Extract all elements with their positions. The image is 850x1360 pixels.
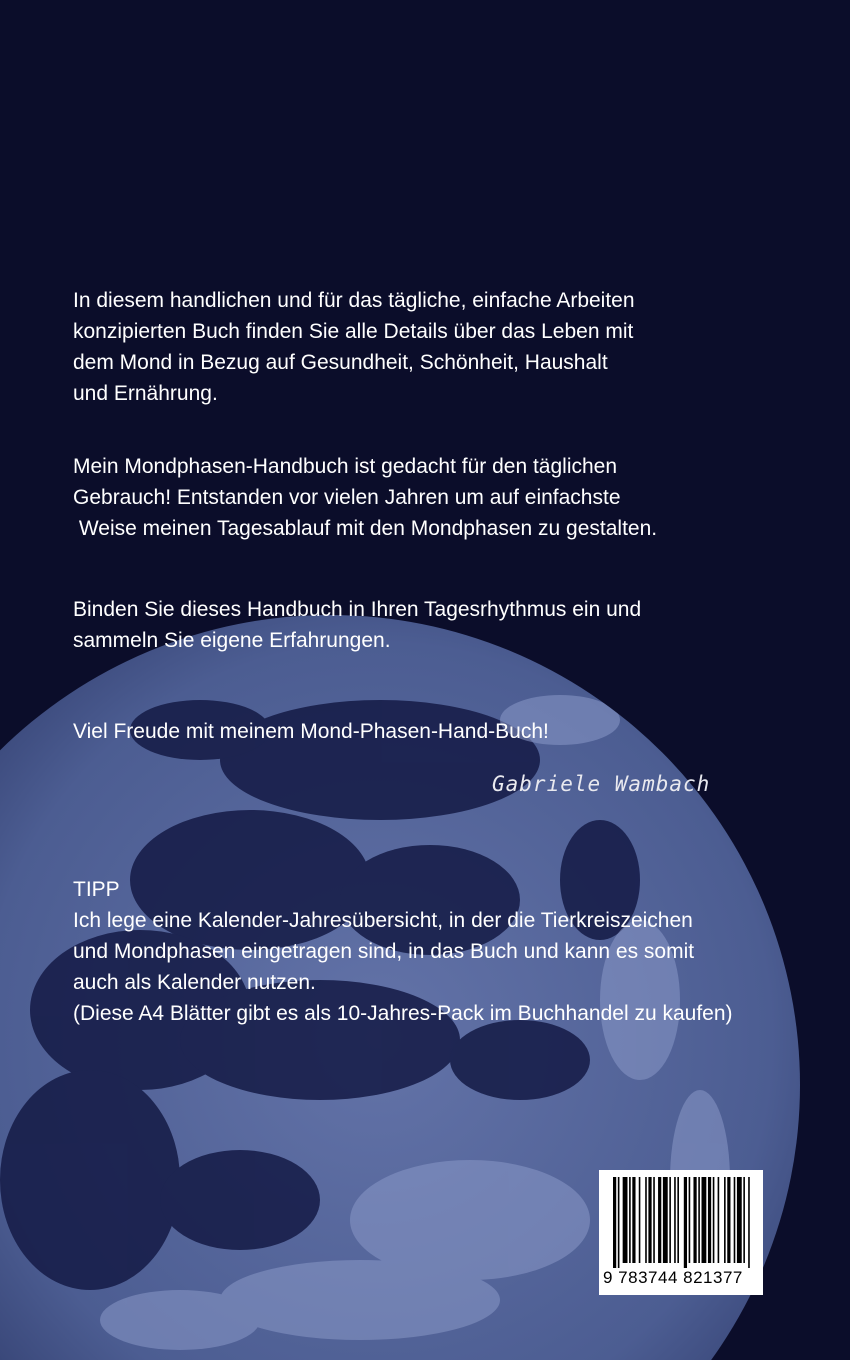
barcode-bar: [639, 1177, 641, 1263]
author-signature: Gabriele Wambach: [492, 772, 711, 796]
text-line: Gebrauch! Entstanden vor vielen Jahren um auf einfachste: [73, 486, 621, 509]
text-line: und Mondphasen eingetragen sind, in das Buch und kann es somit: [73, 940, 695, 963]
text-line: Ich lege eine Kalender-Jahresübersicht, in der die Tierkreiszeichen: [73, 909, 693, 932]
text-line: und Ernährung.: [73, 382, 218, 405]
barcode-bar: [718, 1177, 720, 1263]
text-line: Mein Mondphasen-Handbuch ist gedacht für den täglichen: [73, 455, 618, 478]
paragraph-purpose: [73, 451, 773, 544]
barcode-bar: [748, 1177, 750, 1268]
barcode-bar: [658, 1177, 661, 1263]
barcode-bar: [653, 1177, 655, 1263]
barcode-bar: [645, 1177, 647, 1263]
text-line: dem Mond in Bezug auf Gesundheit, Schönheit, Haushalt: [73, 351, 608, 374]
barcode-bar: [613, 1177, 616, 1268]
isbn-number: 9 783744 821377: [603, 1268, 743, 1287]
text-line: konzipierten Buch finden Sie alle Details über das Leben mit: [73, 320, 634, 343]
barcode-bar: [724, 1177, 726, 1263]
barcode-bar: [669, 1177, 671, 1263]
text-line: Binden Sie dieses Handbuch in Ihren Tagesrhythmus ein und: [73, 598, 642, 621]
isbn-barcode: [599, 1170, 763, 1295]
barcode-bar: [632, 1177, 635, 1263]
barcode-bar: [677, 1177, 679, 1263]
text-line: Weise meinen Tagesablauf mit den Mondphasen zu gestalten.: [73, 517, 658, 540]
paragraph-intro: [73, 285, 773, 409]
barcode-bar: [737, 1177, 742, 1263]
barcode-bars: [613, 1177, 753, 1268]
barcode-bar: [713, 1177, 715, 1263]
barcode-bar: [702, 1177, 707, 1263]
text-line: auch als Kalender nutzen.: [73, 971, 316, 994]
barcode-bar: [689, 1177, 691, 1263]
tip-heading: TIPP: [73, 878, 120, 901]
barcode-bar: [629, 1177, 631, 1263]
barcode-bar: [708, 1177, 711, 1263]
barcode-bar: [698, 1177, 700, 1263]
barcode-bar: [618, 1177, 620, 1268]
barcode-bar: [684, 1177, 687, 1268]
text-line: In diesem handlichen und für das tägliche, einfache Arbeiten: [73, 289, 635, 312]
barcode-bar: [727, 1177, 730, 1263]
barcode-bar: [623, 1177, 628, 1263]
text-line: Viel Freude mit meinem Mond-Phasen-Hand-Buch!: [73, 720, 549, 743]
barcode-bar: [648, 1177, 651, 1263]
barcode-bar: [674, 1177, 676, 1263]
barcode-bar: [693, 1177, 696, 1263]
paragraph-usage: [73, 594, 773, 656]
text-line: sammeln Sie eigene Erfahrungen.: [73, 629, 391, 652]
paragraph-closing: [73, 716, 773, 747]
barcode-bar: [734, 1177, 736, 1263]
text-line: (Diese A4 Blätter gibt es als 10-Jahres-Pack im Buchhandel zu kaufen): [73, 1002, 733, 1025]
barcode-bar: [663, 1177, 668, 1263]
tip-section: [73, 874, 813, 1029]
barcode-bar: [743, 1177, 745, 1263]
